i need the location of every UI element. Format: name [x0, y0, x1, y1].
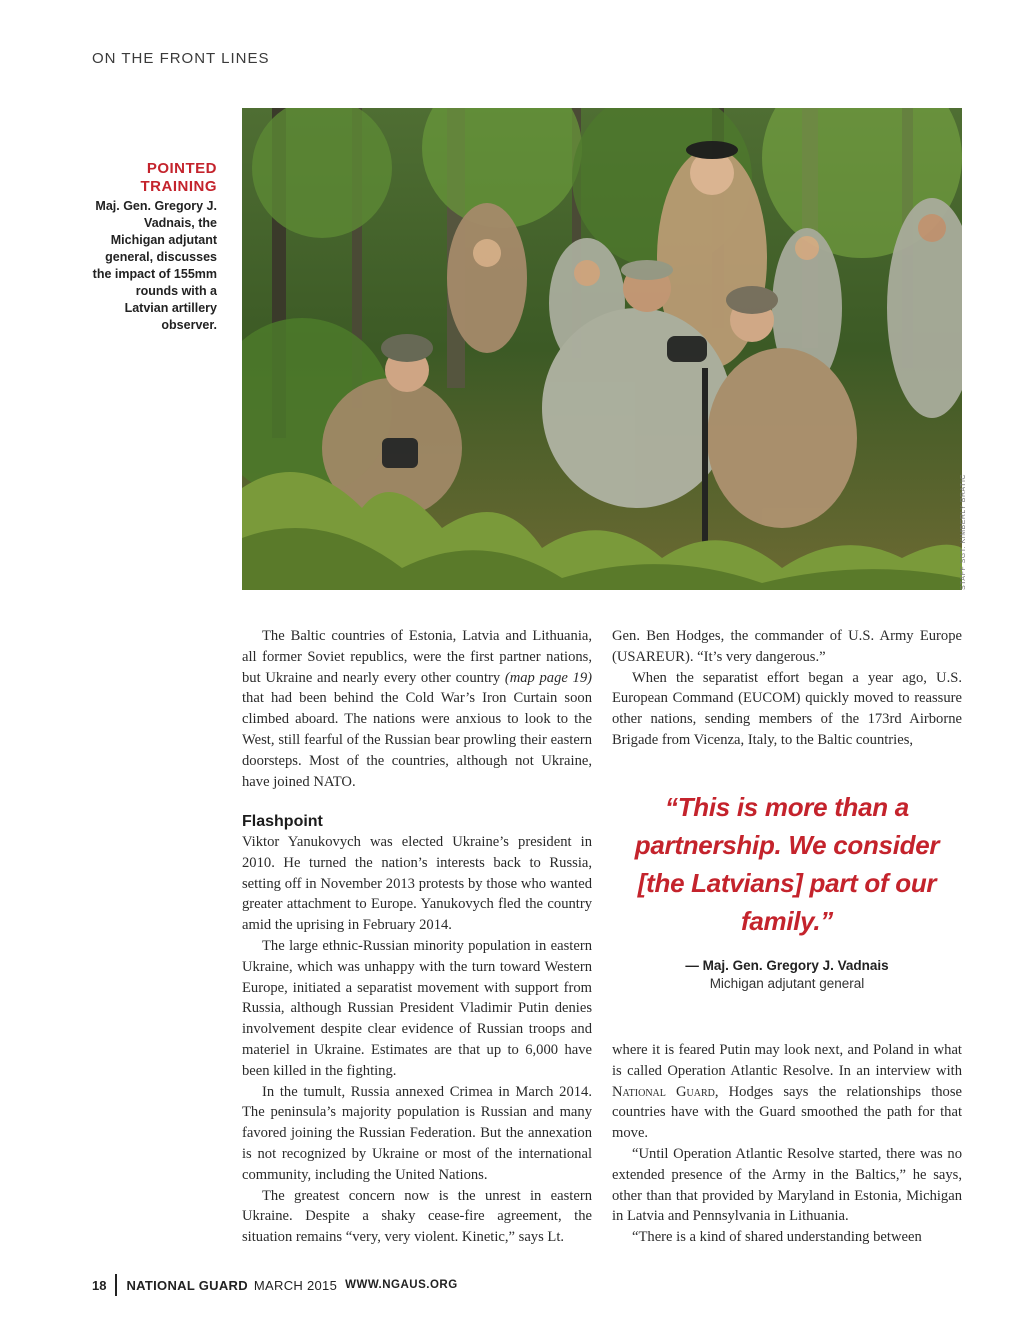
text-run: where it is feared Putin may look next, and Poland in what is called Operation Atlantic Resolve. In an interview with	[612, 1042, 962, 1079]
pull-quote-role: Michigan adjutant general	[709, 976, 865, 991]
magazine-title: NATIONAL GUARD	[126, 1277, 248, 1293]
page-footer	[92, 1274, 458, 1296]
pull-quote-text: “This is more than a partnership. We consider [the Latvians] part of our family.”	[634, 792, 940, 936]
paragraph: The large ethnic-Russian minority population in eastern Ukraine, which was unhappy with the turn toward Western Europe, initiated a separatist movement with support from Russia, although Russian President Vladimir Putin denies involvement despite clear evidence of Russian troops and materiel in Ukraine. Estimates are that up to 6,000 have been killed in the fighting.	[242, 937, 592, 1079]
paragraph: “Until Operation Atlantic Resolve started, there was no extended presence of the Army in the Baltics,” he says, other than that provided by Maryland in Estonia, Michigan in Latvia and Pennsylvania in Lithuania.	[612, 1145, 962, 1225]
paragraph: The greatest concern now is the unrest in eastern Ukraine. Despite a shaky cease-fire agreement, the situation remains “very, very violent. Kinetic,” says Lt.	[242, 1187, 592, 1246]
paragraph	[612, 1040, 962, 1144]
text-run: , Hodges says the relationships those countries have with the Guard smoothed the path for that move.	[612, 1083, 963, 1142]
column-2-bottom	[612, 1040, 962, 1248]
caption-title: POINTED TRAINING	[140, 160, 217, 195]
paragraph: When the separatist effort began a year ago, U.S. European Command (EUCOM) quickly moved to reassure other nations, sending members of the 173rd Airborne Brigade from Vicenza, Italy, to the Baltic countries,	[612, 669, 962, 748]
text-run: that had been behind the Cold War’s Iron Curtain soon climbed aboard. The nations were anxious to look to the West, still fearful of the Russian bear prowling their eastern doorsteps. Most of the countries, although not Ukraine, have joined NATO.	[242, 690, 592, 790]
photo-caption	[92, 160, 217, 334]
footer-divider	[115, 1274, 117, 1296]
article-photo	[242, 108, 962, 590]
magazine-name: National Guard	[612, 1083, 715, 1100]
paragraph	[242, 626, 592, 792]
paragraph: In the tumult, Russia annexed Crimea in March 2014. The peninsula’s majority population is Russian and many favored joining the Russian Federation. But the annexation is not recognized by Ukraine or most of the international community, including the United Nations.	[242, 1083, 592, 1183]
text-run: The Baltic countries of Estonia, Latvia and Lithuania, all former Soviet republics, were the first partner nations, but Ukraine and nearly every other country	[242, 628, 592, 686]
subhead: Flashpoint	[242, 813, 323, 830]
paragraph: “There is a kind of shared understanding between	[632, 1229, 922, 1246]
section-label: ON THE FRONT LINES	[92, 50, 270, 67]
paragraph: Viktor Yanukovych was elected Ukraine’s president in 2010. He turned the nation’s interests back to Russia, setting off in November 2013 protests by those who wanted greater attachment to Europe. Yanukovych fled the country amid the uprising in February 2014.	[242, 834, 592, 934]
pull-quote	[612, 788, 962, 991]
caption-body: Maj. Gen. Gregory J. Vadnais, the Michigan adjutant general, discusses the impact of 155mm rounds with a Latvian artillery observer.	[92, 199, 217, 332]
page-number: 18	[92, 1277, 107, 1293]
column-1-top	[242, 626, 592, 792]
issue-date: MARCH 2015	[253, 1277, 338, 1293]
paragraph: Gen. Ben Hodges, the commander of U.S. Army Europe (USAREUR). “It’s very dangerous.”	[612, 628, 962, 665]
photo-credit: STAFF SGT. KIMBERLY BRATIC	[960, 474, 967, 590]
map-reference: (map page 19)	[504, 669, 592, 686]
website-link[interactable]: WWW.NGAUS.ORG	[345, 1279, 458, 1291]
pull-quote-attribution: — Maj. Gen. Gregory J. Vadnais	[685, 958, 889, 973]
column-1-bottom	[242, 812, 592, 1248]
column-2-top	[612, 626, 962, 751]
photo-illustration	[242, 108, 962, 590]
